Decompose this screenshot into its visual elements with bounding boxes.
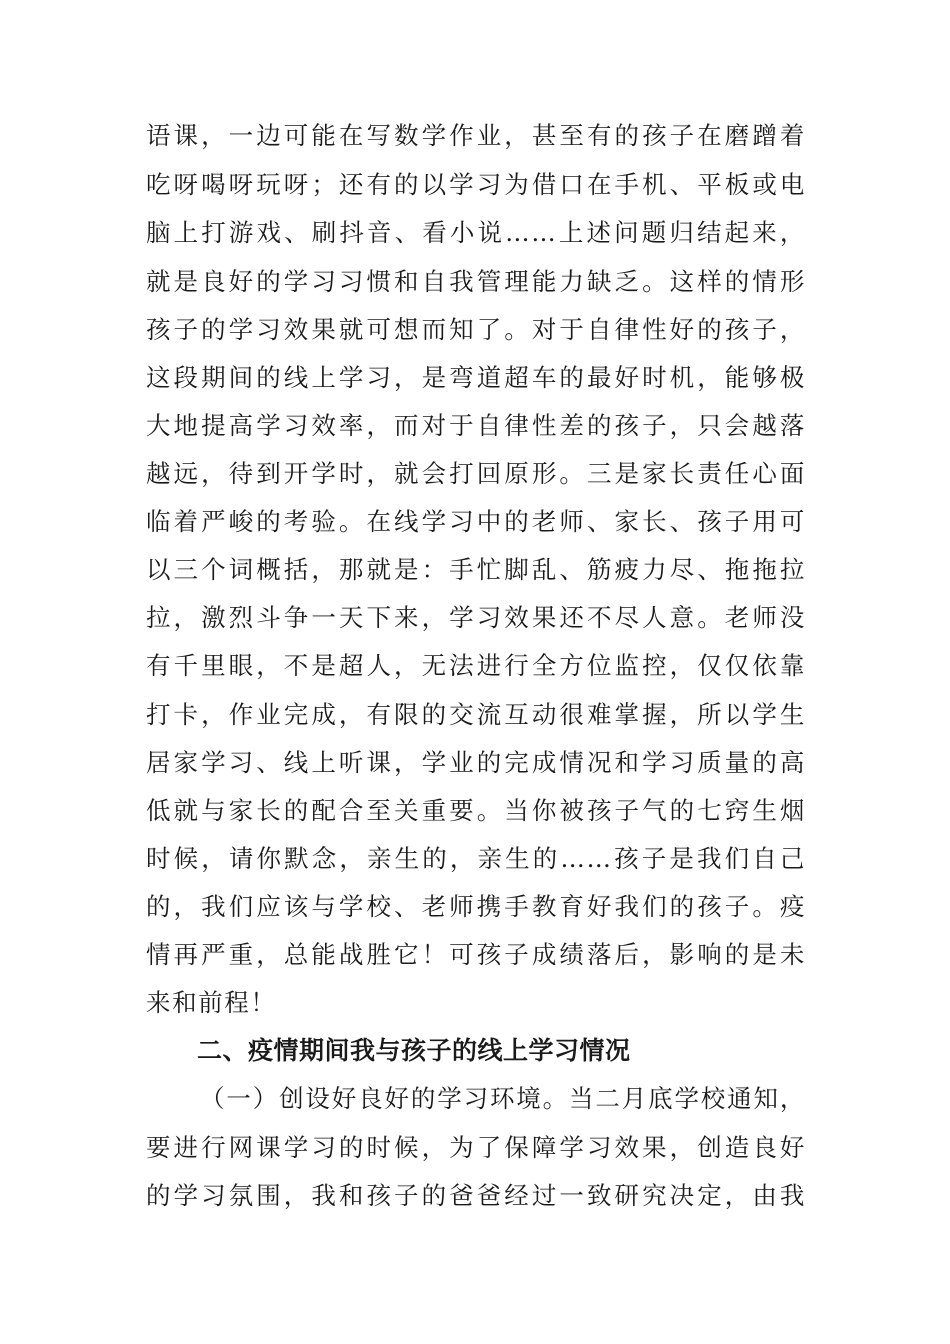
body-text-line-last: 来和前程！ xyxy=(146,988,277,1017)
body-text-line: 有千里眼，不是超人，无法进行全方位监控，仅仅依靠 xyxy=(146,651,806,680)
body-text-line: 语课，一边可能在写数学作业，甚至有的孩子在磨蹭着 xyxy=(146,121,806,150)
body-text-line: 吃呀喝呀玩呀；还有的以学习为借口在手机、平板或电 xyxy=(146,170,806,199)
subsection-first-line: （一）创设好良好的学习环境。当二月底学校通知， xyxy=(200,1084,806,1113)
body-text-line: 居家学习、线上听课，学业的完成情况和学习质量的高 xyxy=(146,748,806,777)
body-text-line: 这段期间的线上学习，是弯道超车的最好时机，能够极 xyxy=(146,363,806,392)
body-text-line: 低就与家长的配合至关重要。当你被孩子气的七窍生烟 xyxy=(146,796,806,825)
body-text-line: 脑上打游戏、刷抖音、看小说……上述问题归结起来， xyxy=(146,218,806,247)
section-heading: 二、疫情期间我与孩子的线上学习情况 xyxy=(197,1036,631,1065)
body-text-line: 大地提高学习效率，而对于自律性差的孩子，只会越落 xyxy=(146,411,806,440)
body-text-line: 就是良好的学习习惯和自我管理能力缺乏。这样的情形 xyxy=(146,267,806,296)
body-text-line: 的，我们应该与学校、老师携手教育好我们的孩子。疫 xyxy=(146,892,806,921)
body-text-line: 时候，请你默念，亲生的，亲生的……孩子是我们自己 xyxy=(146,844,806,873)
body-text-line: 情再严重，总能战胜它！可孩子成绩落后，影响的是未 xyxy=(146,940,806,969)
body-text-line: 孩子的学习效果就可想而知了。对于自律性好的孩子， xyxy=(146,315,806,344)
body-text-line: 拉，激烈斗争一天下来，学习效果还不尽人意。老师没 xyxy=(146,603,806,632)
body-text-line: 要进行网课学习的时候，为了保障学习效果，创造良好 xyxy=(146,1133,806,1162)
body-text-line: 越远，待到开学时，就会打回原形。三是家长责任心面 xyxy=(146,459,806,488)
body-text-line: 以三个词概括，那就是：手忙脚乱、筋疲力尽、拖拖拉 xyxy=(146,555,806,584)
body-text-line: 打卡，作业完成，有限的交流互动很难掌握，所以学生 xyxy=(146,700,806,729)
body-text-line: 的学习氛围，我和孩子的爸爸经过一致研究决定，由我 xyxy=(146,1181,806,1210)
body-text-line: 临着严峻的考验。在线学习中的老师、家长、孩子用可 xyxy=(146,507,806,536)
